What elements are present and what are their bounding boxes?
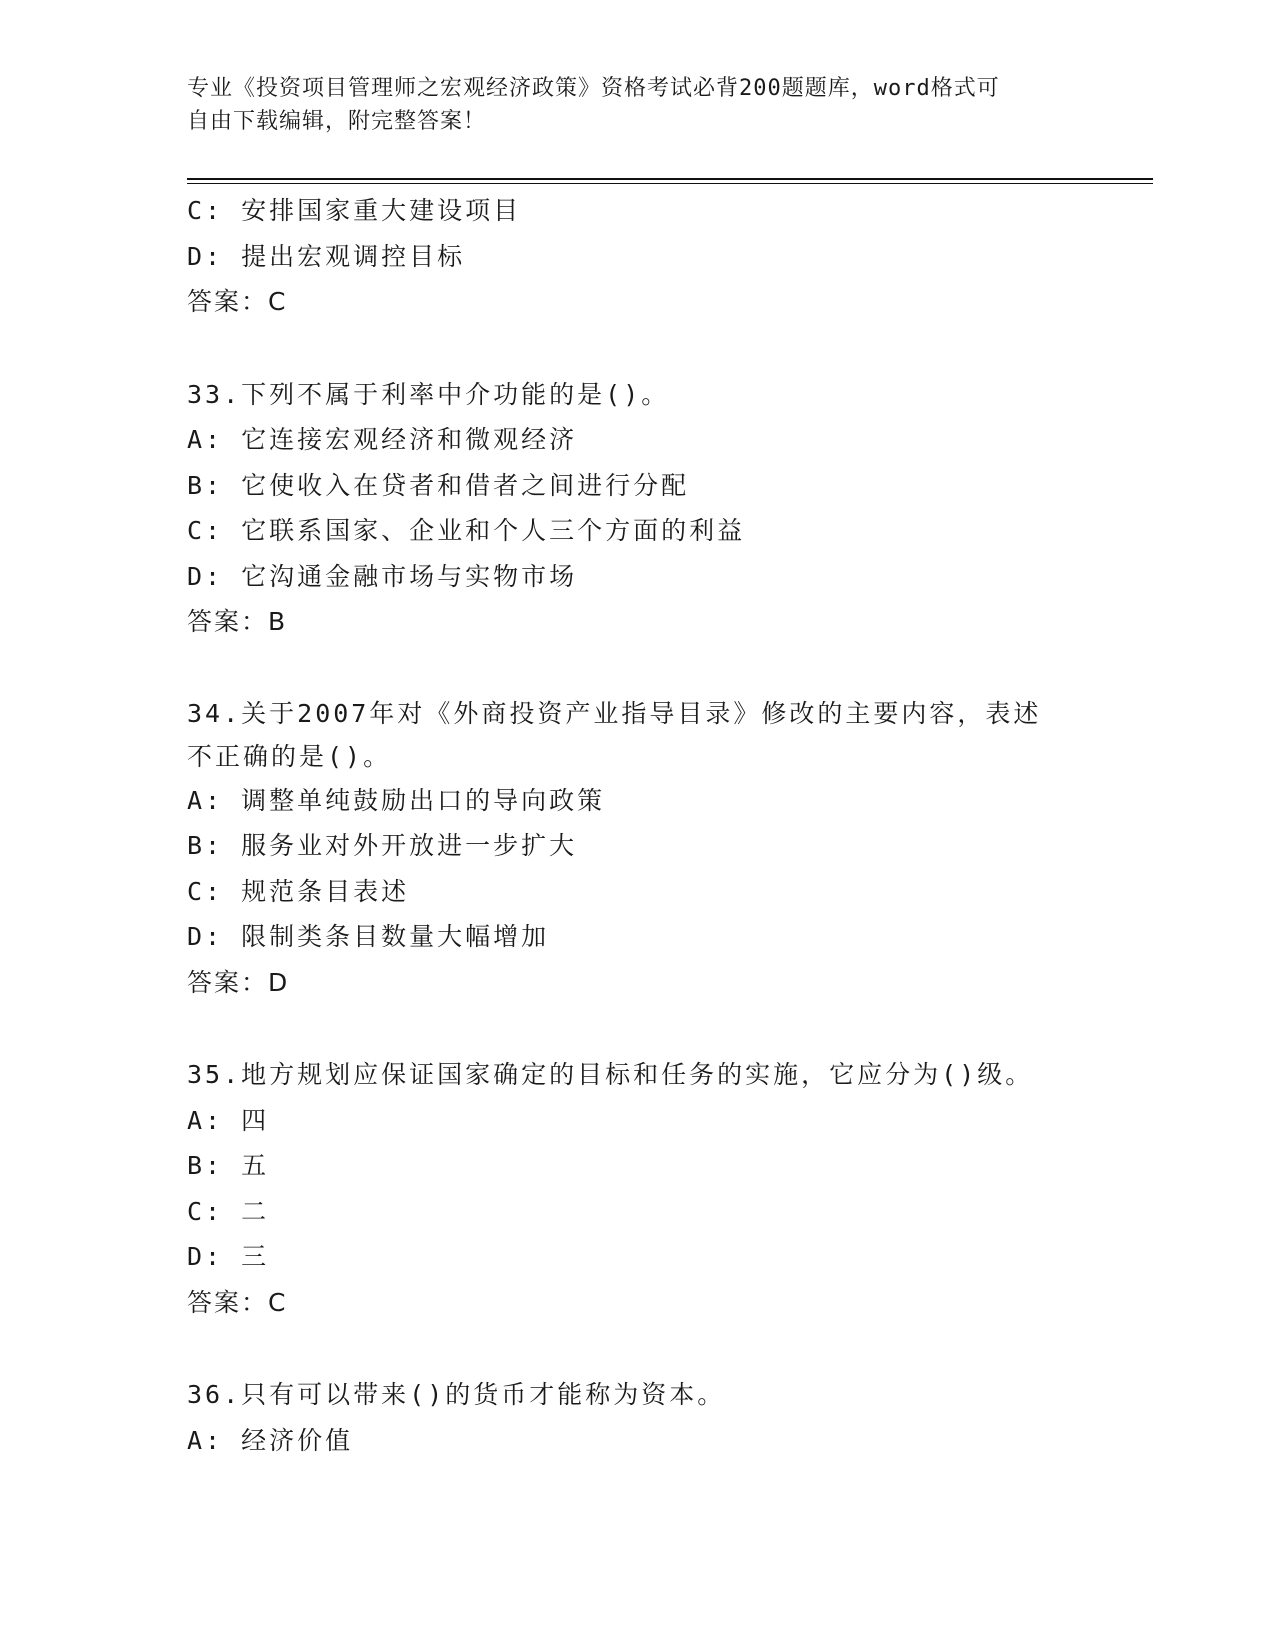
option-d [187,234,1087,280]
question-35 [187,1052,1087,1325]
option-text: 它沟通金融市场与实物市场 [241,561,578,591]
answer-label: 答案： [187,287,269,316]
option-key: C: [187,516,224,545]
answer-label: 答案： [187,1287,269,1317]
question-stem: 36.只有可以带来()的货币才能称为资本。 [187,1380,726,1409]
answer-value: D [268,967,289,997]
option-a [187,1418,1087,1464]
answer-line [187,960,1087,1006]
question-33 [187,372,1087,645]
option-text: 二 [241,1196,270,1226]
option-b [187,463,1087,509]
option-key: B: [187,831,224,860]
option-text: 它使收入在贷者和借者之间进行分配 [241,470,690,500]
question-stem: 35.地方规划应保证国家确定的目标和任务的实施，它应分为()级。 [187,1060,1034,1089]
option-text: 提出宏观调控目标 [241,241,466,271]
header-line-2: 自由下载编辑，附完整答案！ [187,109,487,134]
option-key: D: [187,1242,224,1271]
answer-line [187,599,1087,645]
option-key: A: [187,1105,224,1135]
option-text: 它连接宏观经济和微观经济 [241,425,578,454]
question-stem: 34.关于2007年对《外商投资产业指导目录》修改的主要内容，表述不正确的是()。 [187,698,1042,771]
answer-value: C [268,287,287,316]
option-text: 四 [241,1105,270,1135]
option-key: C: [187,1196,224,1226]
option-text: 五 [241,1151,270,1180]
option-c [187,1189,1087,1235]
option-c [187,869,1087,915]
answer-value: B [268,607,287,636]
option-key: A: [187,425,224,454]
header-divider-thick [187,178,1153,180]
answer-line [187,1280,1087,1326]
answer-value: C [268,1287,287,1317]
question-36 [187,1372,1087,1463]
question-34 [187,692,1087,1006]
option-a [187,778,1087,824]
option-text: 三 [241,1242,270,1271]
option-key: D: [187,241,224,271]
option-text: 服务业对外开放进一步扩大 [241,831,578,860]
header-line-1: 专业《投资项目管理师之宏观经济政策》资格考试必背200题题库，word格式可 [187,76,1000,101]
option-key: D: [187,922,224,951]
option-key: C: [187,196,224,225]
option-text: 它联系国家、企业和个人三个方面的利益 [241,516,746,545]
question-32-continued [187,188,1087,325]
option-a [187,417,1087,463]
option-d [187,914,1087,960]
option-a [187,1098,1087,1144]
option-key: A: [187,785,224,815]
option-text: 安排国家重大建设项目 [241,196,522,225]
option-key: B: [187,1151,224,1180]
option-key: D: [187,561,224,591]
option-key: A: [187,1425,224,1455]
header-divider-thin [187,183,1153,184]
option-text: 规范条目表述 [241,876,410,906]
option-d [187,554,1087,600]
option-c [187,188,1087,234]
option-text: 经济价值 [241,1425,354,1455]
question-content [187,188,1087,1463]
answer-line [187,279,1087,325]
option-text: 调整单纯鼓励出口的导向政策 [241,785,606,815]
option-d [187,1234,1087,1280]
answer-label: 答案： [187,607,269,636]
question-stem: 33.下列不属于利率中介功能的是()。 [187,379,670,409]
option-b [187,823,1087,869]
answer-label: 答案： [187,967,269,997]
option-key: C: [187,876,224,906]
option-key: B: [187,470,224,500]
option-text: 限制类条目数量大幅增加 [241,922,550,951]
option-c [187,508,1087,554]
option-b [187,1143,1087,1189]
document-header [187,72,1067,138]
